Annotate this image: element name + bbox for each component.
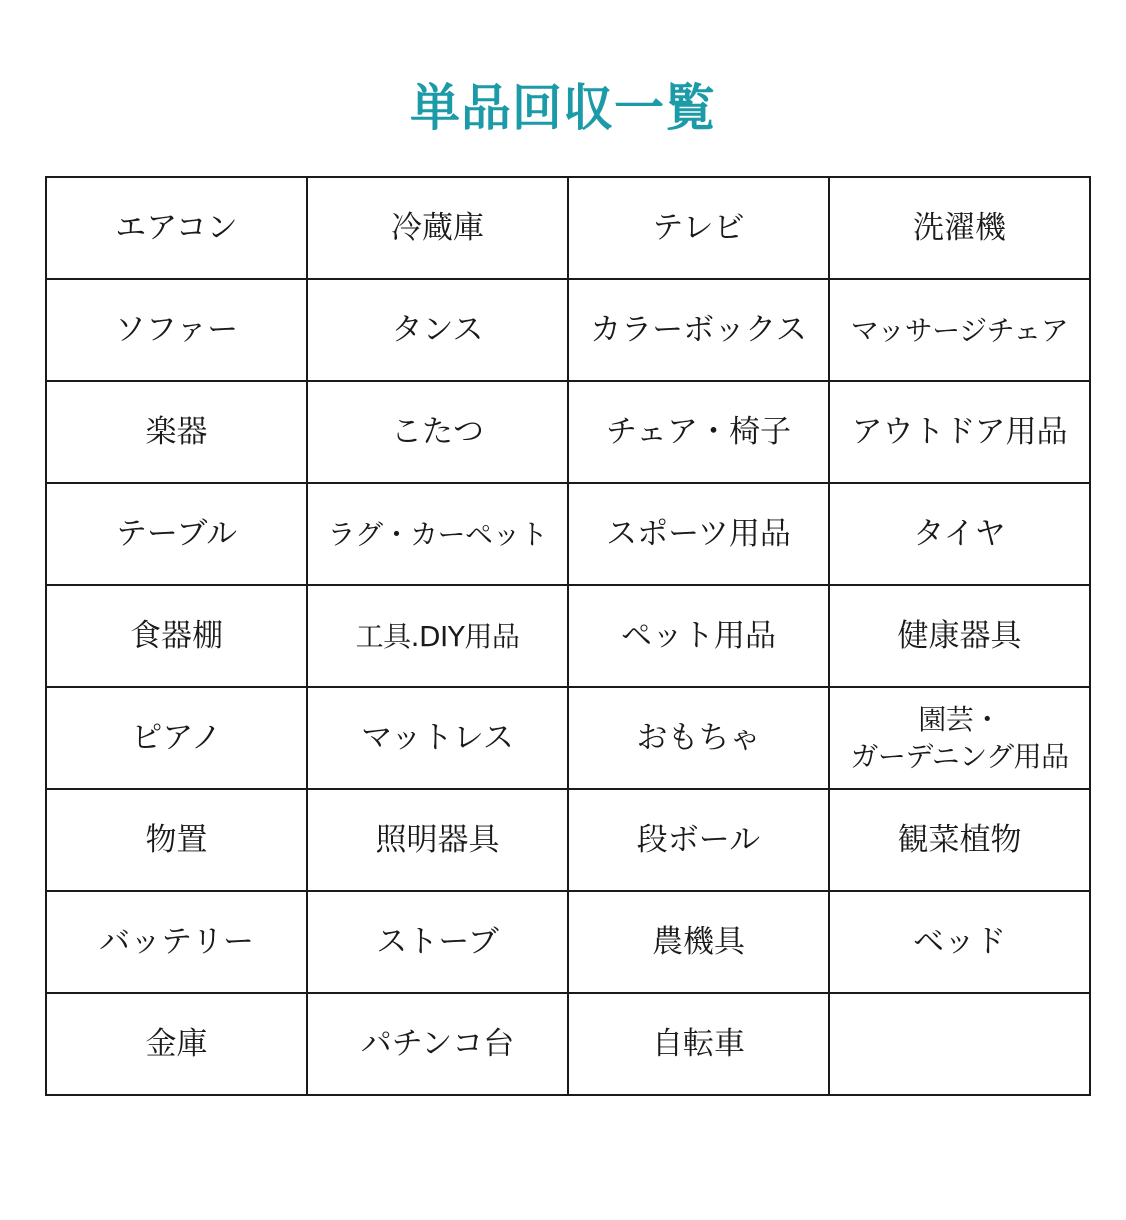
table-row (46, 381, 1090, 483)
item-cell: ベッド (829, 891, 1090, 993)
item-cell: ペット用品 (568, 585, 829, 687)
item-cell: チェア・椅子 (568, 381, 829, 483)
item-cell: テレビ (568, 177, 829, 279)
item-cell (829, 993, 1090, 1095)
item-cell: 園芸・ ガーデニング用品 (829, 687, 1090, 789)
item-cell: バッテリー (46, 891, 307, 993)
item-cell: 段ボール (568, 789, 829, 891)
item-cell: タンス (307, 279, 568, 381)
item-cell: ストーブ (307, 891, 568, 993)
table-row (46, 483, 1090, 585)
item-cell: 工具.DIY用品 (307, 585, 568, 687)
item-cell: 観菜植物 (829, 789, 1090, 891)
table-row (46, 891, 1090, 993)
item-cell: エアコン (46, 177, 307, 279)
item-cell: 楽器 (46, 381, 307, 483)
item-cell: ソファー (46, 279, 307, 381)
item-cell: 洗濯機 (829, 177, 1090, 279)
item-cell: 冷蔵庫 (307, 177, 568, 279)
items-table (45, 176, 1091, 1096)
item-cell: 照明器具 (307, 789, 568, 891)
table-row (46, 687, 1090, 789)
item-cell: 金庫 (46, 993, 307, 1095)
items-table-body (46, 177, 1090, 1095)
item-cell: ピアノ (46, 687, 307, 789)
item-cell: マッサージチェア (829, 279, 1090, 381)
item-cell: テーブル (46, 483, 307, 585)
item-cell: 自転車 (568, 993, 829, 1095)
item-cell: カラーボックス (568, 279, 829, 381)
table-row (46, 993, 1090, 1095)
table-row (46, 177, 1090, 279)
item-cell: おもちゃ (568, 687, 829, 789)
item-cell: 物置 (46, 789, 307, 891)
table-row (46, 789, 1090, 891)
item-cell: マットレス (307, 687, 568, 789)
table-row (46, 585, 1090, 687)
item-cell: アウトドア用品 (829, 381, 1090, 483)
item-cell: タイヤ (829, 483, 1090, 585)
page-title: 単品回収一覧 (410, 79, 716, 137)
item-cell: 農機具 (568, 891, 829, 993)
item-cell: ラグ・カーペット (307, 483, 568, 585)
item-cell: こたつ (307, 381, 568, 483)
table-row (46, 279, 1090, 381)
item-cell: パチンコ台 (307, 993, 568, 1095)
item-cell: 食器棚 (46, 585, 307, 687)
item-cell: スポーツ用品 (568, 483, 829, 585)
item-cell: 健康器具 (829, 585, 1090, 687)
